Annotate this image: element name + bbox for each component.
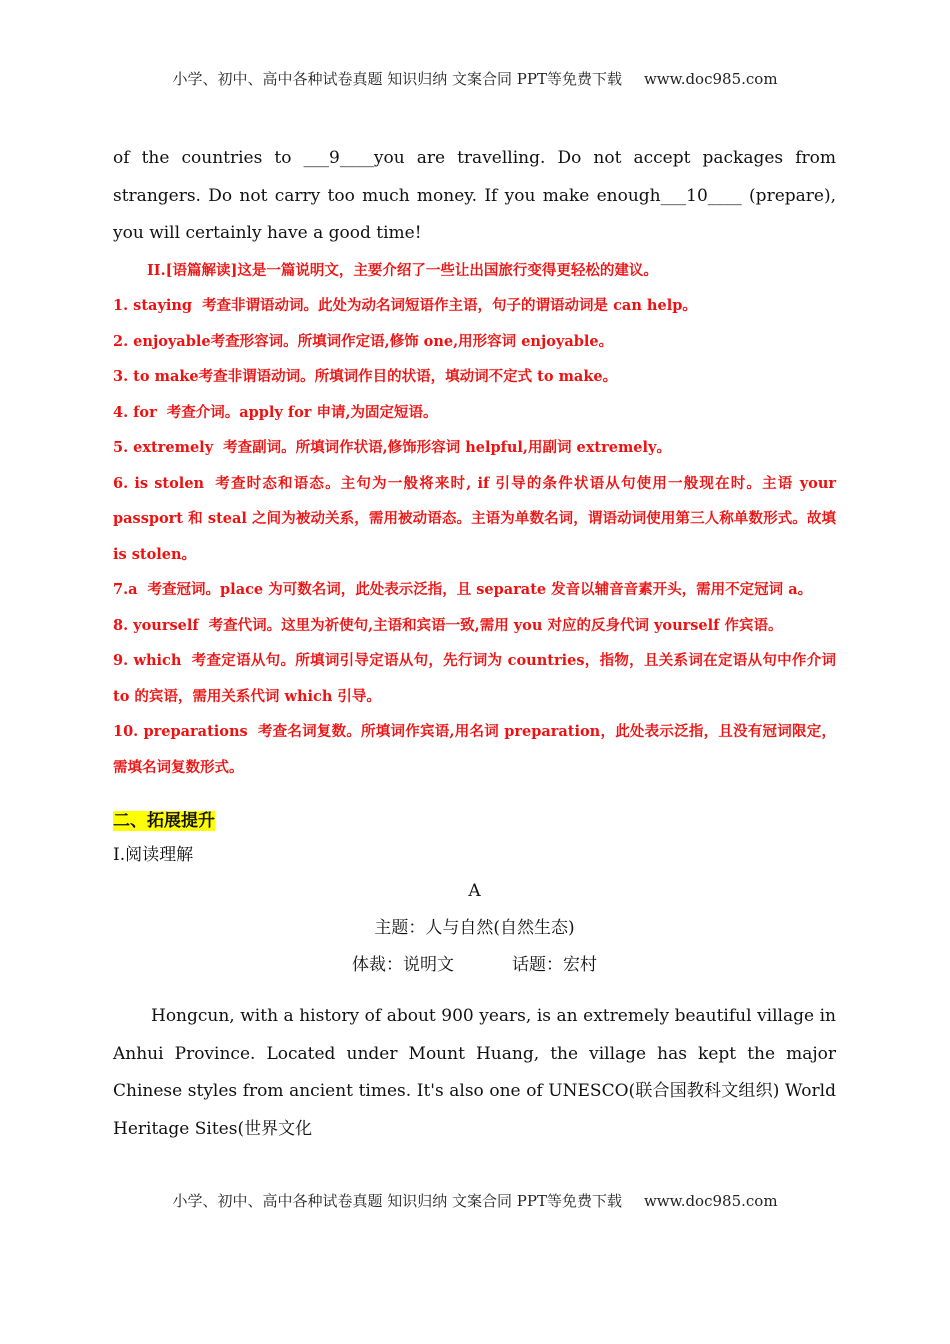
answer-explanation: 考查非谓语动词。所填词作目的状语，填动词不定式 to make。: [198, 368, 618, 385]
answer-item: [113, 572, 836, 608]
answer-item: [113, 643, 836, 714]
section-title: 二、拓展提升: [113, 811, 215, 831]
passage-genre: 体裁：说明文: [352, 955, 454, 975]
answer-key-word: 9. which: [113, 652, 182, 669]
answer-explanation: 考查介词。apply for 申请,为固定短语。: [166, 403, 438, 421]
answer-explanation: 考查时态和语态。主句为一般将来时, if 引导的条件状语从句使用一般现在时。主语 your passport 和 steal 之间为被动关系，需用被动语态。主语为单数名词，谓语动词使用第三人称单数形式。故填 is stolen。: [113, 474, 837, 563]
answer-key-word: 6. is stolen: [113, 474, 205, 492]
page-content: [113, 140, 836, 1148]
passage-genre-topic: [113, 947, 836, 984]
answer-explanation: 考查形容词。所填词作定语,修饰 one,用形容词 enjoyable。: [210, 332, 614, 350]
answer-item: [113, 430, 836, 466]
header-text: 小学、初中、高中各种试卷真题 知识归纳 文案合同 PPT等免费下载: [172, 70, 622, 88]
page-footer: [0, 1190, 950, 1211]
answer-item: [113, 324, 836, 360]
answer-key-word: 2. enjoyable: [113, 332, 211, 350]
answer-key-word: 5. extremely: [113, 439, 214, 456]
section-subtitle: I.阅读理解: [113, 845, 194, 865]
passage-a-text: Hongcun, with a history of about 900 years, is an extremely beautiful village in Anhui Province. Located under Mount Huang, the village has kept the major Chinese styles from ancient times. It's also one of UNESCO(联合国教科文组织) World Heritage Sites(世界文化: [113, 1006, 836, 1139]
answer-key-word: 10. preparations: [113, 723, 248, 740]
passage-topic: 话题：宏村: [512, 955, 597, 975]
answer-item: [113, 714, 836, 785]
header-url[interactable]: www.doc985.com: [643, 70, 778, 88]
answer-key-word: 8. yourself: [113, 616, 199, 634]
answer-explanation: 考查代词。这里为祈使句,主语和宾语一致,需用 you 对应的反身代词 yourself 作宾语。: [208, 616, 783, 634]
passage-theme: 主题：人与自然(自然生态): [374, 918, 575, 938]
answer-key-word: 3. to make: [113, 368, 199, 385]
answer-item: [113, 608, 836, 644]
passage-continued: of the countries to ___9____you are travelling. Do not accept packages from strangers. Do not carry too much money. If you make enough___10____ (prepare), you will certainly have a good time!: [113, 148, 836, 243]
answer-key-word: 1. staying: [113, 297, 193, 314]
answer-explanation: 考查定语从句。所填词引导定语从句，先行词为 countries，指物，且关系词在定语从句中作介词 to 的宾语，需用关系代词 which 引导。: [113, 652, 836, 705]
page-header: [0, 68, 950, 89]
passage-label: A: [468, 881, 481, 901]
answer-item: [113, 395, 836, 431]
answer-key: [113, 253, 836, 786]
answer-item: [113, 466, 836, 573]
answer-explanation: 考查非谓语动词。此处为动名词短语作主语，句子的谓语动词是 can help。: [202, 297, 697, 314]
answer-explanation: 考查名词复数。所填词作宾语,用名词 preparation，此处表示泛指，且没有冠词限定，需填名词复数形式。: [113, 723, 836, 776]
answer-key-word: 7.a: [113, 581, 138, 598]
answer-explanation: 考查冠词。place 为可数名词，此处表示泛指，且 separate 发音以辅音音素开头，需用不定冠词 a。: [147, 581, 813, 598]
footer-url[interactable]: www.doc985.com: [643, 1192, 778, 1210]
answer-explanation: 考查副词。所填词作状语,修饰形容词 helpful,用副词 extremely。: [223, 439, 671, 456]
footer-text: 小学、初中、高中各种试卷真题 知识归纳 文案合同 PPT等免费下载: [172, 1192, 622, 1210]
answer-intro: II.[语篇解读]这是一篇说明文，主要介绍了一些让出国旅行变得更轻松的建议。: [147, 261, 658, 279]
answer-key-word: 4. for: [113, 403, 157, 421]
answer-item: [113, 359, 836, 395]
answer-item: [113, 288, 836, 324]
